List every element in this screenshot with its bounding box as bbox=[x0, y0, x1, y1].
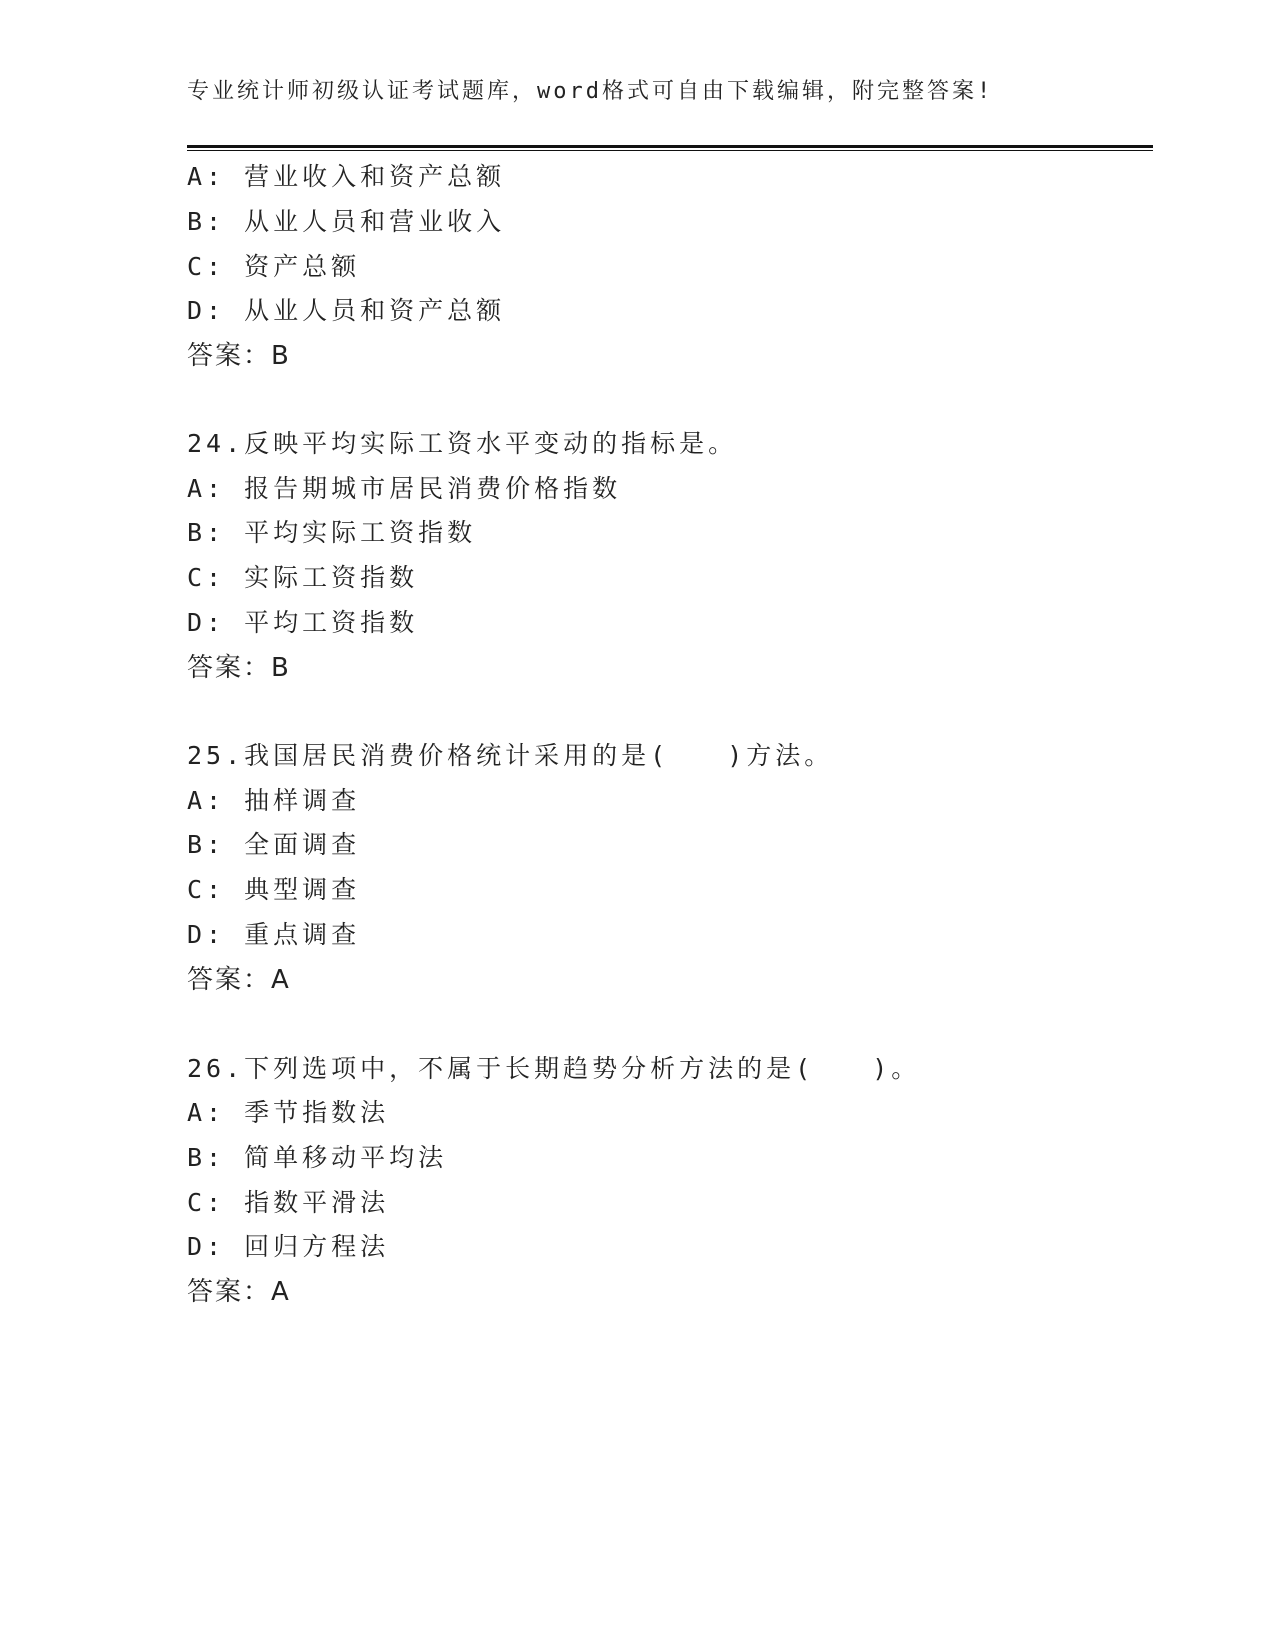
question-stem: 26.下列选项中，不属于长期趋势分析方法的是( )。 bbox=[187, 1054, 921, 1083]
answer-label: 答案：A bbox=[187, 1277, 291, 1307]
answer-label: 答案：B bbox=[187, 653, 291, 683]
answer-label: 答案：A bbox=[187, 965, 291, 995]
option-a: A: 营业收入和资产总额 bbox=[187, 162, 506, 191]
option-d: D: 从业人员和资产总额 bbox=[187, 296, 506, 325]
option-b: B: 简单移动平均法 bbox=[187, 1143, 448, 1172]
option-b: B: 全面调查 bbox=[187, 830, 361, 859]
option-d: D: 平均工资指数 bbox=[187, 608, 419, 637]
option-a: A: 季节指数法 bbox=[187, 1098, 390, 1127]
option-d: D: 重点调查 bbox=[187, 920, 361, 949]
option-c: C: 典型调查 bbox=[187, 875, 361, 904]
option-b: B: 从业人员和营业收入 bbox=[187, 207, 506, 236]
page-header: 专业统计师初级认证考试题库，word格式可自由下载编辑，附完整答案! bbox=[187, 79, 994, 104]
option-c: C: 实际工资指数 bbox=[187, 563, 419, 592]
question-stem: 25.我国居民消费价格统计采用的是( )方法。 bbox=[187, 741, 834, 770]
question-stem: 24.反映平均实际工资水平变动的指标是。 bbox=[187, 429, 738, 458]
option-d: D: 回归方程法 bbox=[187, 1232, 390, 1261]
option-c: C: 资产总额 bbox=[187, 252, 361, 281]
option-a: A: 抽样调查 bbox=[187, 786, 361, 815]
header-rule bbox=[187, 145, 1153, 151]
option-a: A: 报告期城市居民消费价格指数 bbox=[187, 474, 622, 503]
option-b: B: 平均实际工资指数 bbox=[187, 518, 477, 547]
option-c: C: 指数平滑法 bbox=[187, 1188, 390, 1217]
answer-label: 答案：B bbox=[187, 341, 291, 371]
